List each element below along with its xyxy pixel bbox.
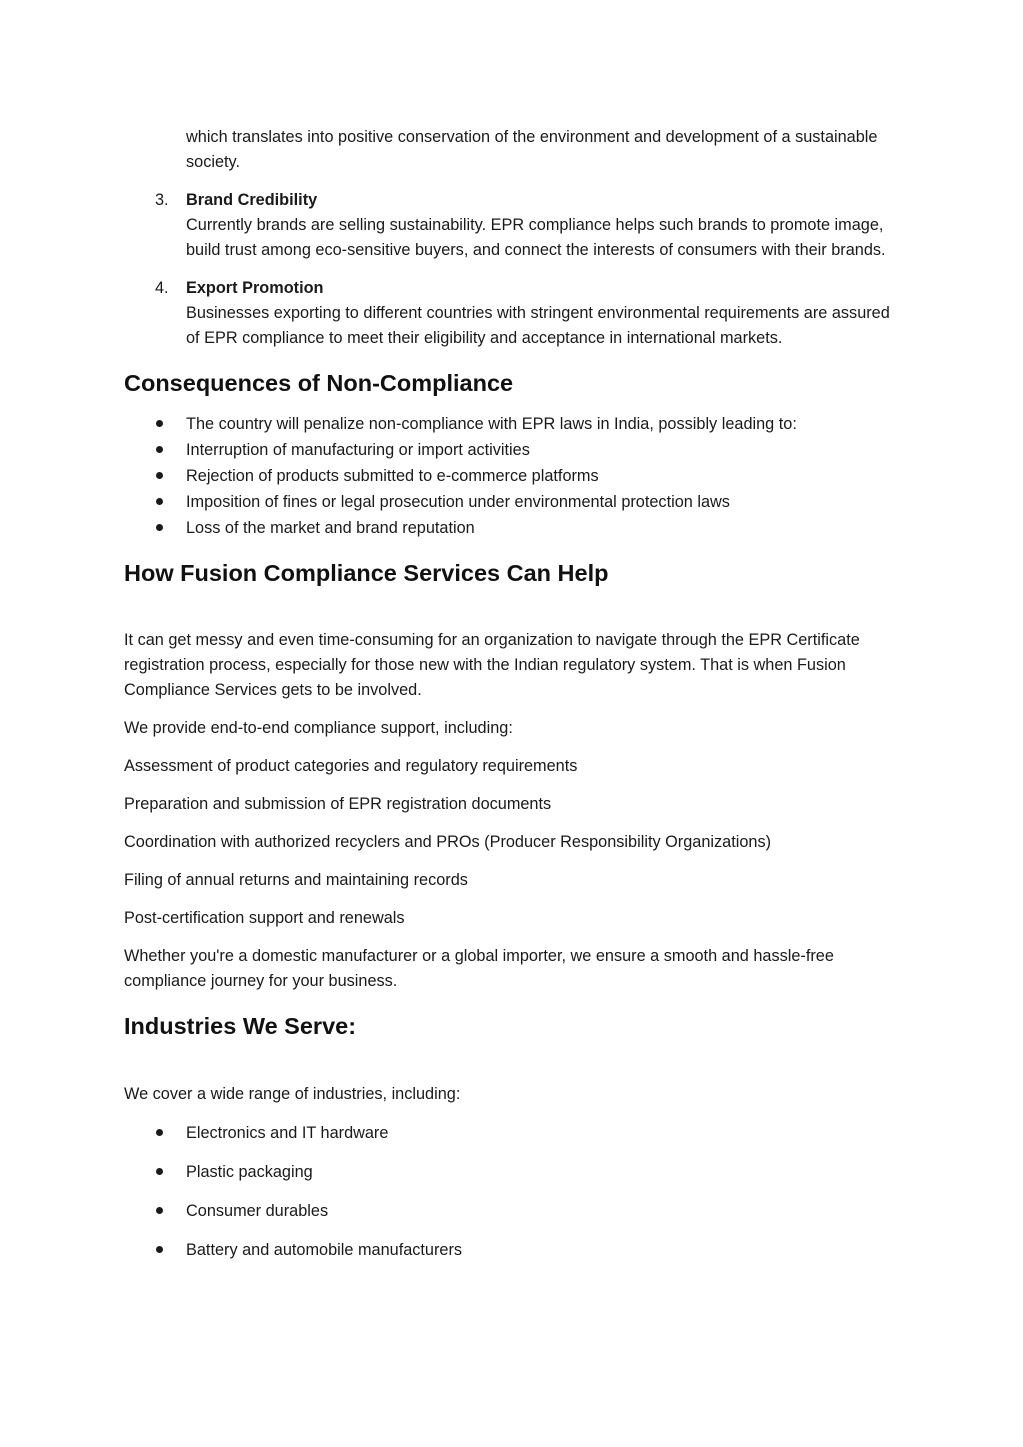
list-item: Electronics and IT hardware (124, 1120, 904, 1146)
item-number: 3. (155, 191, 169, 209)
support-item: Filing of annual returns and maintaining records (124, 871, 468, 889)
item-number: 4. (155, 279, 169, 297)
bullet-icon (156, 498, 163, 505)
help-intro: It can get messy and even time-consuming for an organization to navigate through the EPR Certificate registration process, especially for those new with the Indian regulatory system. That is when Fusion Compliance Services gets to be involved. (124, 631, 860, 699)
bullet-icon (156, 420, 163, 427)
support-item: Preparation and submission of EPR registration documents (124, 795, 552, 813)
consequences-heading: Consequences of Non-Compliance (124, 370, 514, 396)
item-body: Businesses exporting to different countries with stringent environmental requirements are assured of EPR compliance to meet their eligibility and acceptance in international markets. (186, 304, 890, 347)
help-closing: Whether you're a domestic manufacturer or a global importer, we ensure a smooth and hassle-free compliance journey for your business. (124, 947, 834, 990)
support-item: Post-certification support and renewals (124, 909, 405, 927)
intro-continuation: which translates into positive conservation of the environment and development of a sustainable society. (186, 128, 878, 171)
support-item: Assessment of product categories and regulatory requirements (124, 757, 578, 775)
list-item: Interruption of manufacturing or import activities (124, 437, 904, 463)
item-title: Brand Credibility (186, 191, 318, 209)
consequences-list (124, 411, 904, 541)
list-item: Imposition of fines or legal prosecution under environmental protection laws (124, 489, 904, 515)
numbered-item-export-promotion (155, 276, 904, 351)
list-item: Loss of the market and brand reputation (124, 515, 904, 541)
numbered-item-brand-credibility (155, 188, 904, 263)
item-body: Currently brands are selling sustainability. EPR compliance helps such brands to promote image, build trust among eco-sensitive buyers, and connect the interests of consumers with their brands. (186, 216, 886, 259)
help-heading: How Fusion Compliance Services Can Help (124, 560, 609, 586)
bullet-icon (156, 472, 163, 479)
support-lead: We provide end-to-end compliance support, including: (124, 719, 513, 737)
list-item: Battery and automobile manufacturers (124, 1237, 904, 1263)
bullet-icon (156, 524, 163, 531)
document-content (124, 125, 904, 1276)
item-title: Export Promotion (186, 279, 324, 297)
list-item: Consumer durables (124, 1198, 904, 1224)
industries-intro: We cover a wide range of industries, including: (124, 1085, 461, 1103)
bullet-icon (156, 1246, 163, 1253)
bullet-icon (156, 446, 163, 453)
bullet-icon (156, 1129, 163, 1136)
list-item: Rejection of products submitted to e-commerce platforms (124, 463, 904, 489)
bullet-icon (156, 1168, 163, 1175)
list-item: The country will penalize non-compliance with EPR laws in India, possibly leading to: (124, 411, 904, 437)
support-item: Coordination with authorized recyclers and PROs (Producer Responsibility Organizations) (124, 833, 772, 851)
bullet-icon (156, 1207, 163, 1214)
list-item: Plastic packaging (124, 1159, 904, 1185)
industries-list (124, 1120, 904, 1263)
industries-heading: Industries We Serve: (124, 1013, 357, 1039)
